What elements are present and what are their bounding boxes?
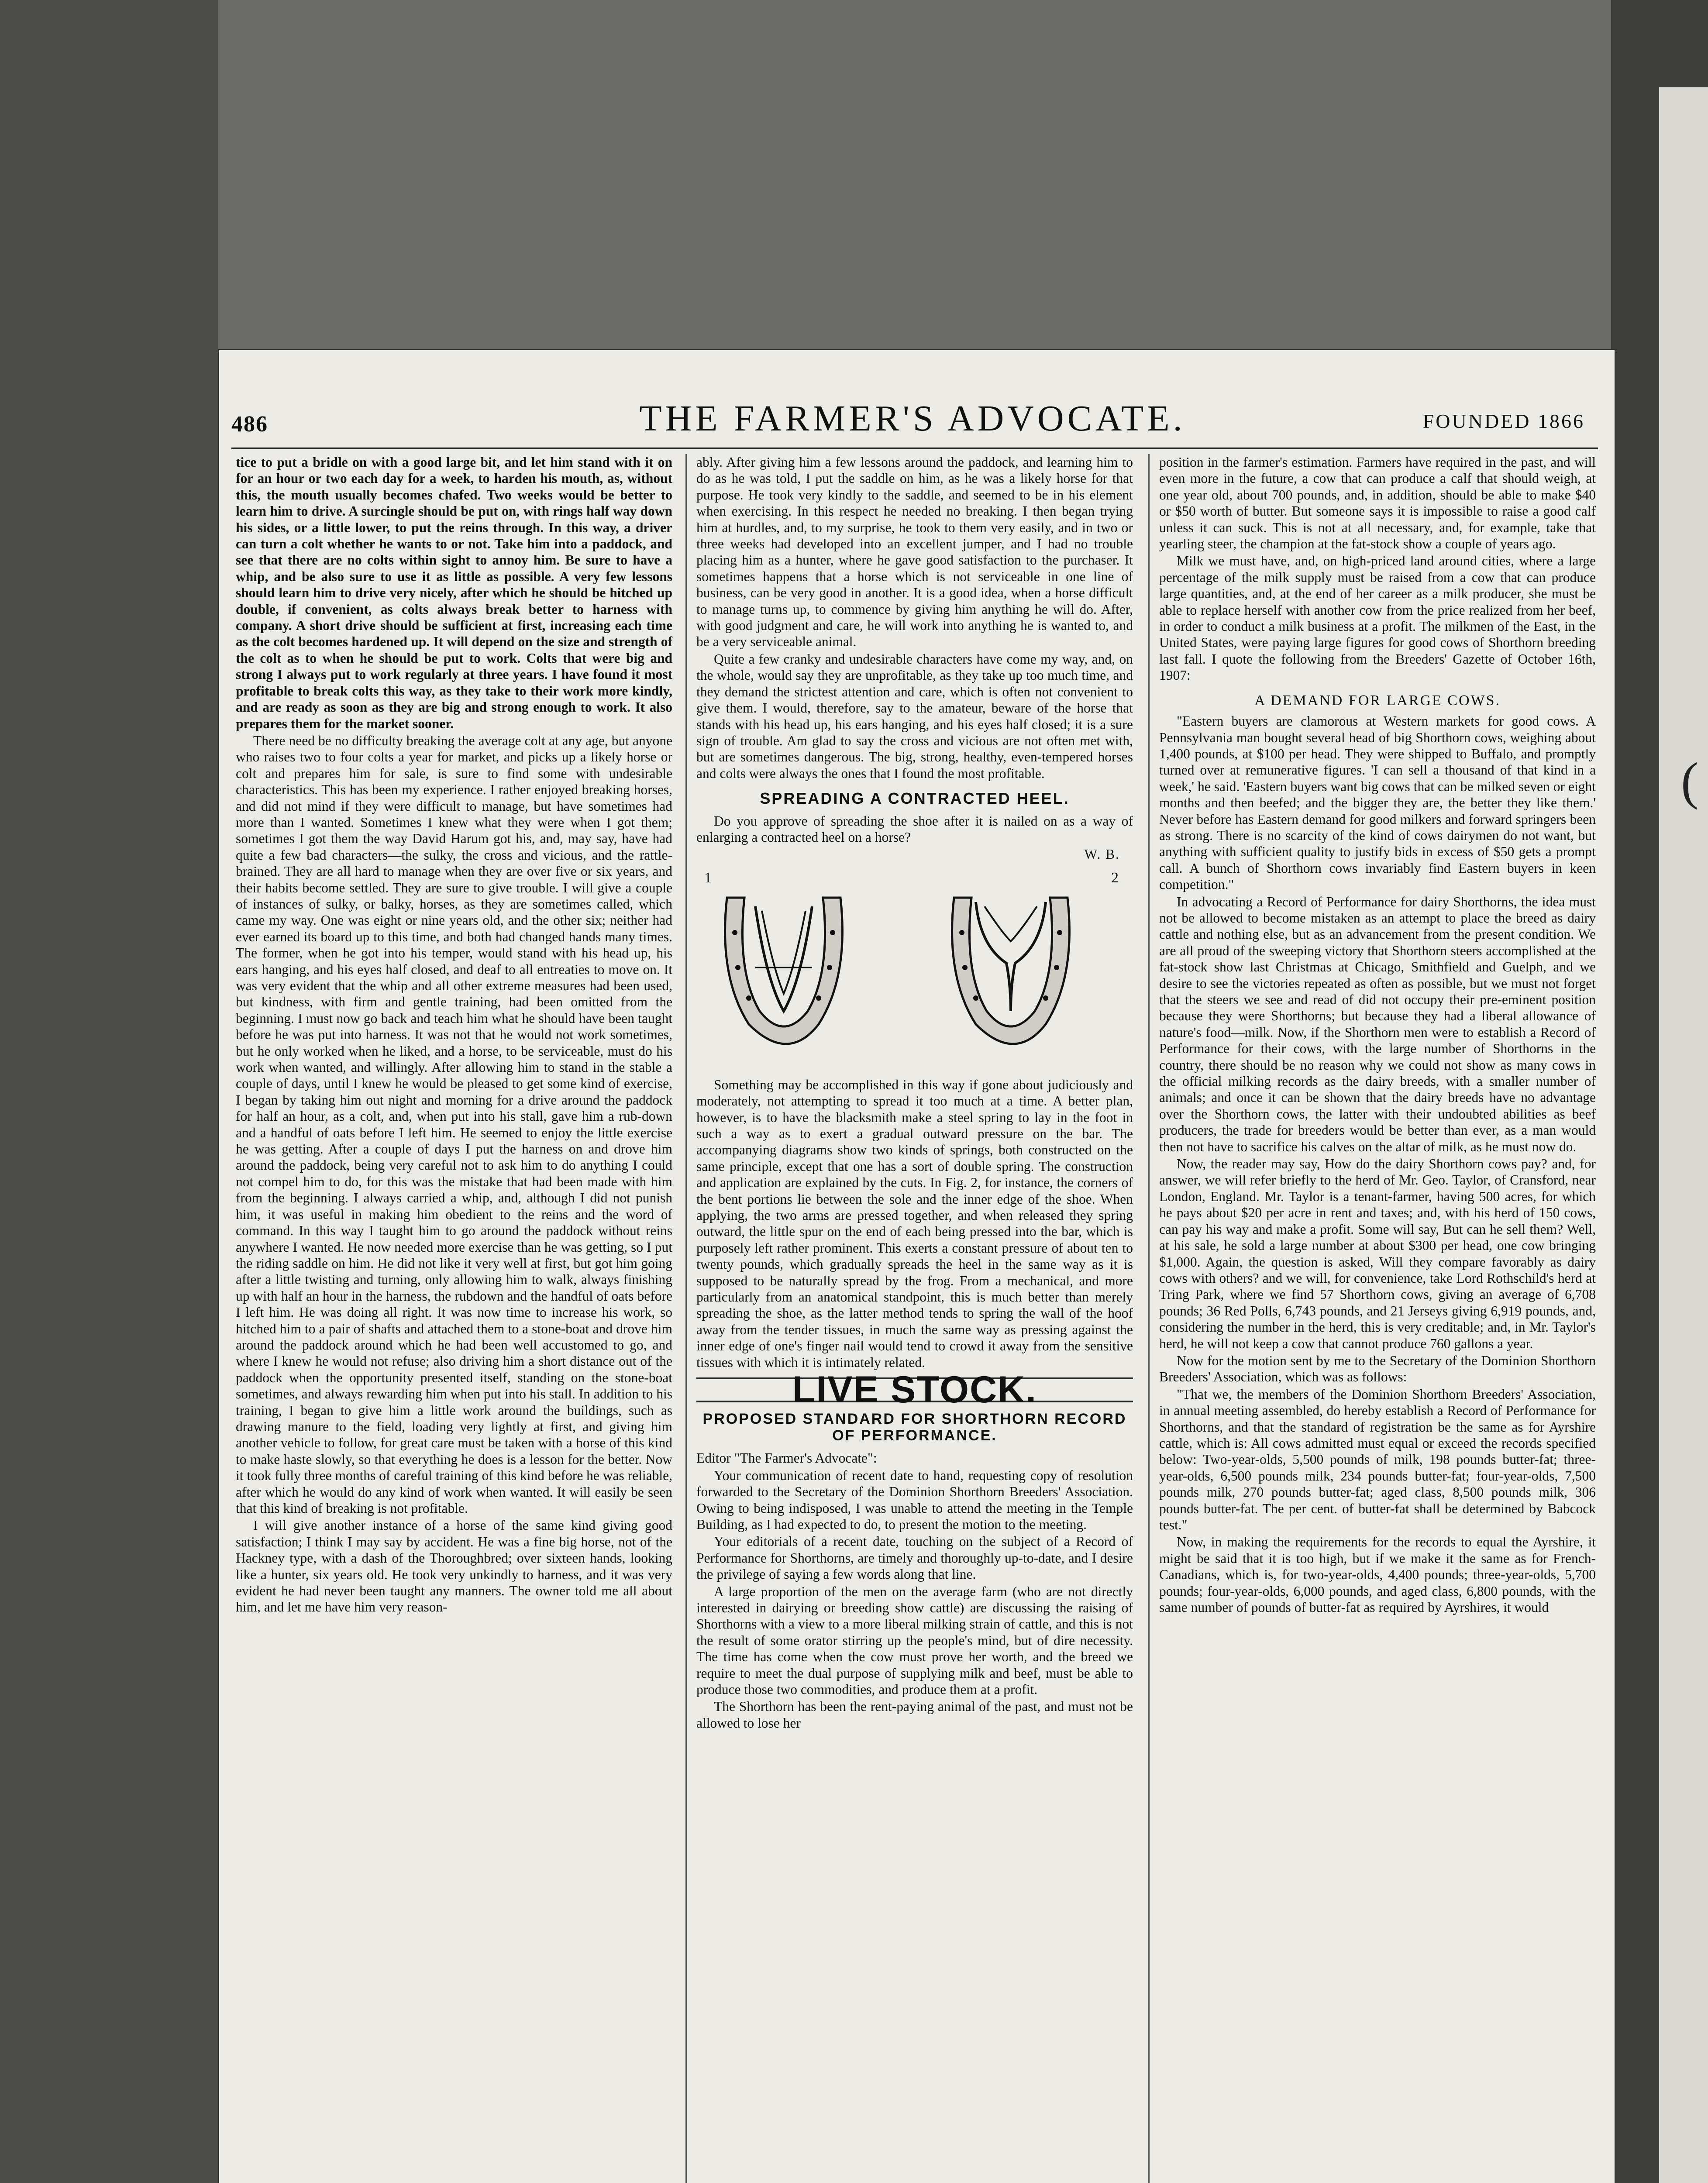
paragraph: position in the farmer's estimation. Farmers have required in the past, and will even more in the future, a cow that can produce a calf that should weigh, at one year old, about 700 pounds, and, in addition, should be able to make $40 or $50 worth of butter. But someone says it is impossible to raise a good calf unless it can suck. This is not at all necessary, and, for example, take that yearling steer, the champion at the fat-stock show a couple of years ago. <box>1159 455 1596 552</box>
paragraph: A large proportion of the men on the average farm (who are not directly interested in dairying or breeding show cattle) are discussing the raising of Shorthorns with a view to a more liberal milking strain of cattle, and this is not the result of some orator stirring up the people's mind, but of dire necessity. The time has come when the cow must prove her worth, and the breed we require to meet the dual purpose of supplying milk and beef, must be able to produce those two commodities, and produce them at a profit. <box>696 1584 1133 1697</box>
horseshoe-spring-illustration <box>696 867 1133 1072</box>
section-title: LIVE STOCK. <box>696 1377 1133 1402</box>
page-header <box>231 397 1594 445</box>
paragraph: ably. After giving him a few lessons around the paddock, and learning him to do as he was told, I put the saddle on him, as he was a likely horse for that purpose. He took very kindly to the saddle, and seemed to be in his element when exercising. In this respect he needed no breaking. I then began trying him at hurdles, and, to my surprise, he took to them very easily, and in two or three weeks had developed into an excellent jumper, and I had no trouble placing him as a hunter, where he gave good satisfaction to the purchaser. It sometimes happens that a horse which is not serviceable in one line of business, can be very good in another. It is a good idea, when a horse difficult to manage turns up, to commence by giving him anything he will do. After, with good judgment and care, he will work into anything he is wanted to, and be a very serviceable animal. <box>696 455 1133 650</box>
horseshoe-figure-1 <box>725 898 843 1044</box>
column-divider-1 <box>685 454 687 2183</box>
article-heading: SPREADING A CONTRACTED HEEL. <box>760 789 1070 808</box>
adjacent-page-edge <box>1659 87 1708 2183</box>
paragraph: Quite a few cranky and undesirable characters have come my way, and, on the whole, would say they are unprofitable, as they take up too much time, and they demand the strictest attention and care, which is often not convenient to give them. I would, therefore, say to the amateur, beware of the horse that stands with his head up, his ears hanging, and his eyes half closed; it is a sure sign of trouble. Am glad to say the cross and vicious are not often met with, but are sometimes dangerous. The big, strong, healthy, even-tempered horses and colts were always the ones that I found the most profitable. <box>696 651 1133 781</box>
column-1 <box>236 454 672 2183</box>
newspaper-page <box>218 349 1615 2183</box>
founded-note: FOUNDED 1866 <box>1422 410 1585 432</box>
paragraph: tice to put a bridle on with a good large bit, and let him stand with it on for an hour or two each day for a week, to harden his mouth, as, without this, the mouth usually becomes chafed. Two weeks would be better to learn him to drive. A surcingle should be put on, with rings half way down his sides, or a little lower, to put the reins through. In this way, a driver can turn a colt whether he wants to or not. Take him into a paddock, and see that there are no colts within sight to annoy him. Be sure to have a whip, and be also sure to use it as little as possible. A very few lessons should learn him to drive very nicely, after which he should be hitched up double, if convenient, as colts always break better to harness with company. A short drive should be sufficient at first, increasing each time as the colt becomes hardened up. It will depend on the size and strength of the colt as to when he should be put to work. Colts that were big and strong I always put to work regularly at three years. I have found it most profitable to break colts this way, as they take to their work more kindly, and are ready as soon as they are big and strong enough to work. It also prepares them for the market sooner. <box>236 455 672 731</box>
figure-label-2: 2 <box>1111 869 1119 886</box>
paragraph: Something may be accomplished in this way if gone about judiciously and moderately, not attempting to spread it too much at a time. A better plan, however, is to have the blacksmith make a steel spring to lay in the foot in such a way as to exert a gradual outward pressure on the bar. The accompanying diagrams show two kinds of springs, both constructed on the same principle, except that one has a sort of double spring. The construction and application are explained by the cuts. In Fig. 2, for instance, the corners of the bent portions lie between the sole and the inner edge of the shoe. When applying, the two arms are pressed together, and when released they spring outward, the little spur on the end of each being pressed into the bar, which is purposely left rather prominent. This exerts a constant pressure of about ten to twenty pounds, which gradually spreads the heel in the same way as it is supposed to be naturally spread by the frog. From a mechanical, and more particularly from an anatomical standpoint, this is much better than merely spreading the shoe, as the latter method tends to spring the wall of the hoof away from the tender tissues, in much the same way as pressing against the inner edge of one's finger nail would tend to crowd it away from the sensitive tissues with which it is intimately related. <box>696 1077 1133 1370</box>
figure-label-1: 1 <box>704 869 713 886</box>
column-3 <box>1159 454 1596 1616</box>
paragraph: The Shorthorn has been the rent-paying animal of the past, and must not be allowed to lose her <box>696 1699 1133 1731</box>
horseshoe-figure-2 <box>952 898 1070 1044</box>
paragraph: Your editorials of a recent date, touching on the subject of a Record of Performance for Shorthorns, are timely and thoroughly up-to-date, and I desire the privilege of saying a few words along that line. <box>696 1534 1133 1582</box>
paragraph: There need be no difficulty breaking the average colt at any age, but anyone who raises two to four colts a year for market, and picks up a likely horse or colt and prepares him for sale, is sure to find some with undesirable characteristics. This has been my experience. I rather enjoyed breaking horses, and did not mind if they were difficult to manage, but have sometimes had more than I wanted. Sometimes I knew what they were when I got them; sometimes I got them the way David Harum got his, and, may say, have had quite a few bad characters—the sulky, the cross and vicious, and the rattle-brained. They are all hard to manage when they are over five or six years, and their habits become settled. They are sure to give trouble. I will give a couple of instances of sulky, or balky, horses, as they are sometimes called, which came my way. One was eight or nine years old, and the other six; neither had ever earned its board up to this time, and both had changed hands many times. The former, when he got into his temper, would stand with his head up, his ears hanging, and his eyes half closed, and deaf to all entreaties to move on. It was very evident that the whip and all other extreme measures had been used, but kindness, with firm and gentle training, had been omitted from the beginning. I must now go back and teach him what he should have been taught before he was put into harness. It was not that he would not work sometimes, but he only worked when he liked, and a horse, to be serviceable, must do his work when wanted, and willingly. After allowing him to stand in the stable a couple of days, until I knew he would be pleased to get some kind of exercise, I began by taking him out night and morning for a drive around the paddock for half an hour, as a colt, and, when put into his stall, gave him a rub-down and a handful of oats before I left him. He seemed to enjoy the little exercise he was getting. After a couple of days I put the harness on and drove him around the paddock, being very careful not to ask him to do anything I could not compel him to do, for this was the mistake that had been made with him from the beginning. I always carried a whip, and, although I did not punish him, it was useful in making him obedient to the reins and the word of command. In this way I taught him to go around the paddock without reins anywhere I wanted. He now needed more exercise than he was getting, so I put the riding saddle on him. He did not like it very well at first, but got him going after a little twisting and turning, only allowing him to walk, always finishing up with half an hour in the harness, the rubdown and the handful of oats before I left him. He was doing all right. It was now time to increase his work, so hitched him to a pair of shafts and attached them to a stone-boat and drove him around the paddock around which he had been well accustomed to go, and where I knew he would not refuse; also driving him a short distance out of the paddock when the opportunity presented itself, standing on the stone-boat sometimes, and always rewarding him when put into his stall. In addition to his training, I began to give him a little work around the buildings, such as drawing manure to the field, loading very lightly at first, and giving him another vehicle to follow, for great care must be taken with a horse of this kind to make haste slowly, so that everything he does is a lesson for the better. Now it took fully three months of careful training of this kind before he was reliable, after which he would do any kind of work when wanted. It will easily be seen that this kind of breaking is not profitable. <box>236 733 672 1516</box>
adjacent-page-mark: ( <box>1681 752 1698 810</box>
paragraph: Now, the reader may say, How do the dairy Shorthorn cows pay? and, for answer, we will refer briefly to the herd of Mr. Geo. Taylor, of Cransford, near London, England. Mr. Taylor is a tenant-farmer, having 500 acres, for which he pays about $20 per acre in rent and taxes; and, with his herd of 150 cows, can pay his way and make a profit. Some will say, But can he sell them? Well, at his sale, he sold a large number at about $300 per head, one cow bringing $1,000. Again, the question is asked, Will they compare favorably as dairy cows with others? and we will, for convenience, take Lord Rothschild's herd at Tring Park, where we find 57 Shorthorn cows, giving an average of 6,708 pounds; 36 Red Polls, 6,743 pounds, and 21 Jerseys giving 6,919 pounds, and, considering the number in the herd, this is very creditable; and, in Mr. Taylor's herd, he will not keep a cow that cannot produce 760 gallons a year. <box>1159 1156 1596 1351</box>
column-2 <box>696 454 1133 1732</box>
masthead-title: THE FARMER'S ADVOCATE. <box>639 398 1186 439</box>
page-number: 486 <box>231 412 268 437</box>
question-signature: W. B. <box>1084 847 1120 862</box>
header-rule <box>231 448 1598 449</box>
paragraph: Now, in making the requirements for the records to equal the Ayrshire, it might be said that it is too high, but if we make it the same as for French-Canadians, which is, for two-year-olds, 4,400 pounds; three-year-olds, 5,700 pounds; four-year-olds, 6,000 pounds, and aged class, 6,800 pounds, with the same number of pounds of butter-fat as required by Ayrshires, it would <box>1159 1534 1596 1615</box>
paragraph: Your communication of recent date to hand, requesting copy of resolution forwarded to the Secretary of the Dominion Shorthorn Breeders' Association. Owing to being indisposed, I was unable to attend the meeting in the Temple Building, as I had expected to do, to present the motion to the meeting. <box>696 1467 1133 1532</box>
paragraph: I will give another instance of a horse of the same kind giving good satisfaction; I think I may say by accident. He was a fine big horse, not of the Hackney type, with a dash of the Thoroughbred; over sixteen hands, looking like a hunter, six years old. He took very unkindly to harness, and it was very evident he had never been taught any manners. The owner told me all about him, and let me have him very reason- <box>236 1518 672 1615</box>
paragraph: "Eastern buyers are clamorous at Western markets for good cows. A Pennsylvania man bought several head of big Shorthorn cows, weighing about 1,400 pounds, at $100 per head. They were shipped to Buffalo, and promptly turned over at remunerative figures. 'I can sell a thousand of that kind in a week,' he said. 'Eastern buyers want big cows that can be milked seven or eight months and then beefed; and the bigger they are, the better they like them.' Never before has Eastern demand for good milkers and forward springers been as strong. There is no scarcity of the kind of cows dairymen do not want, but anything with sufficient quality to justify bids in excess of $50 gets a prompt call. A bunch of Shorthorn cows invariably find Eastern buyers in keen competition." <box>1159 713 1596 892</box>
paragraph: In advocating a Record of Performance for dairy Shorthorns, the idea must not be allowed to become mistaken as an attempt to place the breed as dairy cattle and nothing else, but as an advancement from the present condition. We are all proud of the sweeping victory that Shorthorn steers accomplished at the fat-stock show last Christmas at Chicago, Smithfield and Guelph, and we desire to see the victories repeated as often as possible, but we must not forget that the steers we see and read of did not occupy their pre-eminent position because they were Shorthorns; but because they had a liberal allowance of nature's food—milk. Now, if the Shorthorn men were to establish a Record of Performance for their cows, with the large number of Shorthorns in the country, there should be no reason why we could not show as many cows in the official milking records as the dairy breeds, with a smaller number of animals; and once it can be shown that the dairy breeds have no advantage over the Shorthorn cows, the latter with their undoubted abilities as beef producers, the trade for breeders would be better than ever, as a man would then not have to sacrifice his calves on the altar of milk, as he must now do. <box>1159 894 1596 1154</box>
paragraph: Milk we must have, and, on high-priced land around cities, where a large percentage of the milk supply must be raised from a cow that can produce large quantities, and, at the end of her career as a milk producer, she must be able to replace herself with another cow from the price realized from her beef, in order to conduct a milk business at a profit. The milkmen of the East, in the United States, were paying large figures for good cows of Shorthorn breeding last fall. I quote the following from the Breeders' Gazette of October 16th, 1907: <box>1159 553 1596 683</box>
scan-background-left <box>0 0 218 2183</box>
horseshoe-diagrams <box>696 867 1133 1072</box>
scan-background-top <box>0 0 1708 358</box>
paragraph: "That we, the members of the Dominion Shorthorn Breeders' Association, in annual meeting assembled, do hereby establish a Record of Performance for Shorthorns, and that the standard of registration be the same as for Ayrshire cattle, which is: All cows admitted must equal or exceed the records specified below: Two-year-olds, 5,500 pounds of milk, 198 pounds butter-fat; three-year-olds, 6,500 pounds milk, 234 pounds butter-fat; four-year-olds, 7,500 pounds milk, 270 pounds butter-fat; aged class, 8,500 pounds milk, 306 pounds butter-fat. The per cent. of butter-fat shall be determined by Babcock test." <box>1159 1386 1596 1532</box>
paragraph: Now for the motion sent by me to the Secretary of the Dominion Shorthorn Breeders' Association, which was as follows: <box>1159 1353 1596 1385</box>
column-divider-2 <box>1148 454 1150 2183</box>
letter-salutation: Editor "The Farmer's Advocate": <box>696 1450 877 1466</box>
subheading: A DEMAND FOR LARGE COWS. <box>1254 692 1501 709</box>
article-heading: PROPOSED STANDARD FOR SHORTHORN RECORD OF PERFORMANCE. <box>702 1411 1127 1444</box>
reader-question: Do you approve of spreading the shoe after it is nailed on as a way of enlarging a contracted heel on a horse? <box>696 813 1133 845</box>
